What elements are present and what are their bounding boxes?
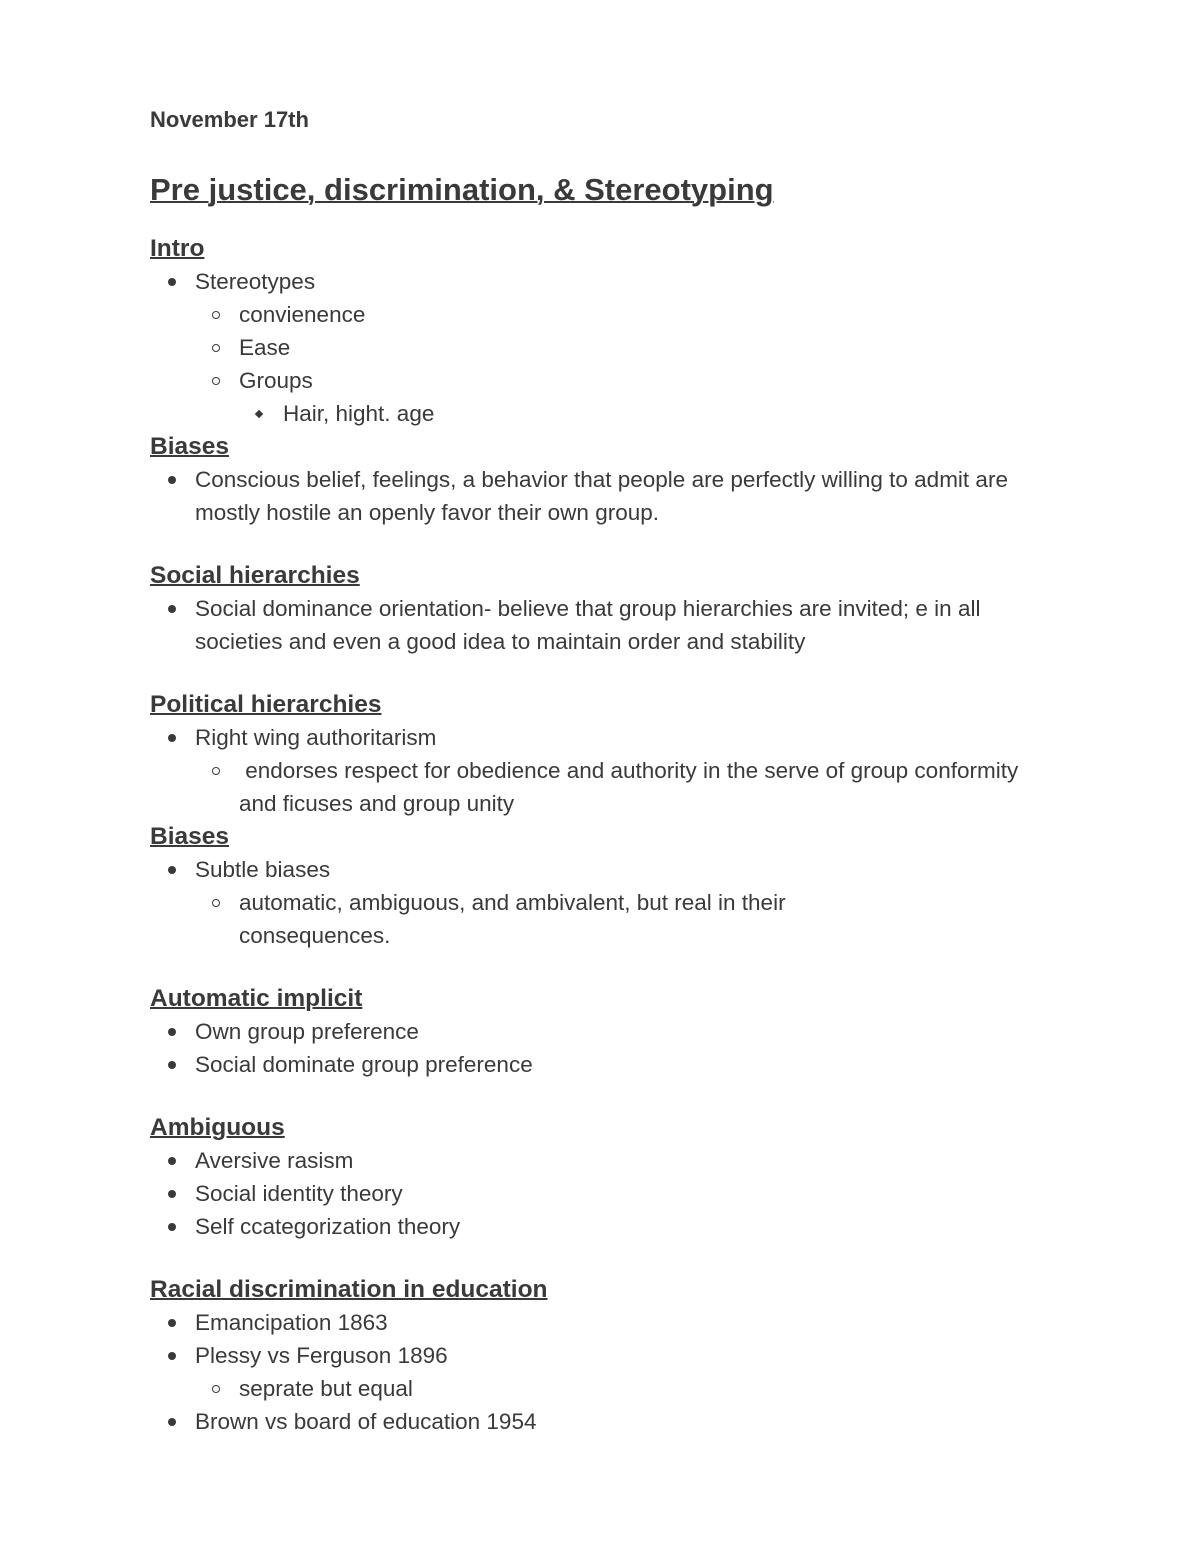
bullet-icon — [168, 265, 176, 298]
list-item — [150, 886, 1050, 952]
list-item — [150, 721, 1050, 754]
hollow-bullet-icon — [212, 331, 220, 364]
bullet-icon — [168, 1210, 176, 1243]
section-automatic-implicit — [150, 982, 1050, 1081]
list-item-text: Right wing authoritarism — [195, 725, 437, 750]
list-item-text: Social dominance orientation- believe that group hierarchies are invited; e in all societies and even a good idea to maintain order and stability — [195, 596, 981, 654]
section-heading: Intro — [150, 235, 205, 262]
section-intro — [150, 232, 1050, 430]
section-social-hierarchies — [150, 559, 1050, 658]
section-heading: Racial discrimination in education — [150, 1276, 548, 1303]
bullet-icon — [168, 1339, 176, 1372]
list-item-text: endorses respect for obedience and authority in the serve of group conformity and ficuses and group unity — [239, 758, 1025, 816]
bullet-icon — [168, 853, 176, 886]
list-item-text: Social dominate group preference — [195, 1052, 533, 1077]
list-item-text: Brown vs board of education 1954 — [195, 1409, 537, 1434]
hollow-bullet-icon — [212, 754, 220, 787]
list-item — [150, 1015, 1050, 1048]
diamond-bullet-icon — [256, 397, 262, 430]
list-item-text: Ease — [239, 335, 291, 360]
hollow-bullet-icon — [212, 298, 220, 331]
list-item-text: Self ccategorization theory — [195, 1214, 461, 1239]
list-item — [150, 298, 1050, 331]
section-heading: Ambiguous — [150, 1114, 285, 1141]
list-item-text: Groups — [239, 368, 313, 393]
list-item — [150, 1210, 1050, 1243]
hollow-bullet-icon — [212, 1372, 220, 1405]
section-heading: Automatic implicit — [150, 985, 363, 1012]
bullet-icon — [168, 463, 176, 496]
list-item — [150, 1177, 1050, 1210]
section-heading: Biases — [150, 823, 230, 850]
list-item-text: automatic, ambiguous, and ambivalent, but real in their consequences. — [239, 890, 786, 948]
section-biases — [150, 430, 1050, 529]
section-ambiguous — [150, 1111, 1050, 1243]
list-item — [150, 592, 1050, 658]
list-item-text: Subtle biases — [195, 857, 331, 882]
list-item — [150, 853, 1050, 886]
list-item-text: Hair, hight. age — [283, 401, 435, 426]
list-item-text: Aversive rasism — [195, 1148, 354, 1173]
section-heading: Biases — [150, 433, 230, 460]
bullet-icon — [168, 1177, 176, 1210]
list-item — [150, 754, 1050, 820]
list-item-text: Own group preference — [195, 1019, 419, 1044]
bullet-icon — [168, 1405, 176, 1438]
list-item — [150, 1339, 1050, 1372]
notes-page — [150, 104, 1050, 1438]
list-item-text: Conscious belief, feelings, a behavior that people are perfectly willing to admit are mostly hostile an openly favor their own group. — [195, 467, 1008, 525]
note-date: November 17th — [150, 107, 309, 132]
bullet-icon — [168, 1306, 176, 1339]
bullet-icon — [168, 1015, 176, 1048]
list-item — [150, 463, 1050, 529]
list-item-text: Emancipation 1863 — [195, 1310, 388, 1335]
list-item — [150, 364, 1050, 397]
list-item-text: Plessy vs Ferguson 1896 — [195, 1343, 448, 1368]
bullet-icon — [168, 1048, 176, 1081]
page-title: Pre justice, discrimination, & Stereotyping — [150, 172, 774, 207]
list-item — [150, 1144, 1050, 1177]
hollow-bullet-icon — [212, 886, 220, 919]
list-item — [150, 397, 1050, 430]
bullet-icon — [168, 1144, 176, 1177]
list-item — [150, 1405, 1050, 1438]
section-heading: Political hierarchies — [150, 691, 382, 718]
list-item-text: Social identity theory — [195, 1181, 403, 1206]
section-biases-subtle — [150, 820, 1050, 952]
list-item — [150, 1372, 1050, 1405]
section-heading: Social hierarchies — [150, 562, 360, 589]
list-item-text: Stereotypes — [195, 269, 316, 294]
bullet-icon — [168, 592, 176, 625]
list-item — [150, 265, 1050, 298]
hollow-bullet-icon — [212, 364, 220, 397]
list-item-text: seprate but equal — [239, 1376, 413, 1401]
list-item — [150, 331, 1050, 364]
bullet-icon — [168, 721, 176, 754]
section-political-hierarchies — [150, 688, 1050, 820]
section-racial-discrimination — [150, 1273, 1050, 1438]
list-item — [150, 1048, 1050, 1081]
list-item-text: convienence — [239, 302, 366, 327]
list-item — [150, 1306, 1050, 1339]
